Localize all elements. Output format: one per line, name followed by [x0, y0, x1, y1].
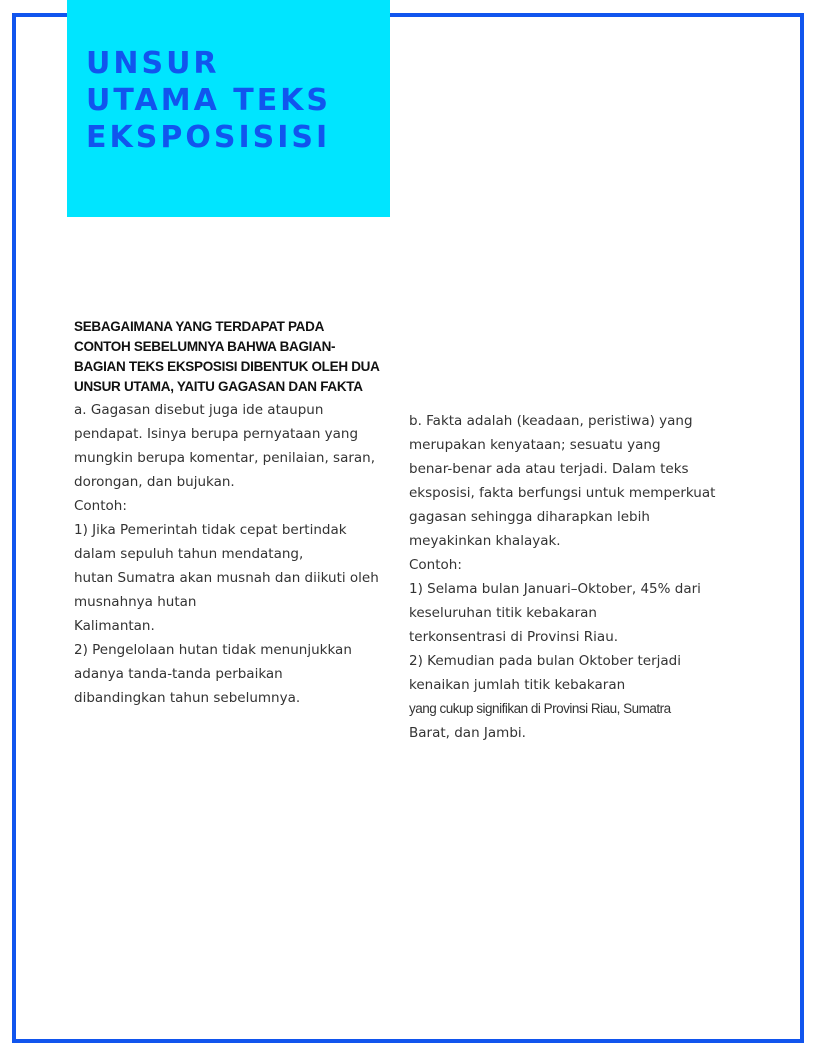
page-title [86, 45, 331, 156]
title-line: UNSUR [86, 46, 220, 81]
text-line: 1) Selama bulan Januari–Oktober, 45% dari [409, 581, 701, 597]
text-line: 1) Jika Pemerintah tidak cepat bertindak [74, 522, 347, 538]
text-line: Contoh: [74, 498, 127, 514]
text-line: benar-benar ada atau terjadi. Dalam teks [409, 461, 689, 477]
gagasan-column [74, 398, 384, 710]
text-line: dalam sepuluh tahun mendatang, [74, 546, 304, 562]
intro-line: SEBAGAIMANA YANG TERDAPAT PADA [74, 319, 325, 334]
text-line: eksposisi, fakta berfungsi untuk memperkuat [409, 485, 716, 501]
text-line: musnahnya hutan [74, 594, 197, 610]
text-line: Barat, dan Jambi. [409, 725, 526, 741]
intro-line: UNSUR UTAMA, YAITU GAGASAN DAN FAKTA [74, 379, 363, 394]
text-line: pendapat. Isinya berupa pernyataan yang [74, 426, 359, 442]
text-line: kenaikan jumlah titik kebakaran [409, 677, 626, 693]
text-line: a. Gagasan disebut juga ide ataupun [74, 402, 324, 418]
text-line: terkonsentrasi di Provinsi Riau. [409, 629, 619, 645]
intro-heading [74, 317, 384, 397]
text-line: meyakinkan khalayak. [409, 533, 561, 549]
text-line: mungkin berupa komentar, penilaian, saran, [74, 450, 376, 466]
text-line: dibandingkan tahun sebelumnya. [74, 690, 301, 706]
text-line: 2) Kemudian pada bulan Oktober terjadi [409, 653, 681, 669]
text-line: Contoh: [409, 557, 462, 573]
text-line: merupakan kenyataan; sesuatu yang [409, 437, 661, 453]
title-line: UTAMA TEKS [86, 83, 332, 118]
intro-line: BAGIAN TEKS EKSPOSISI DIBENTUK OLEH DUA [74, 359, 380, 374]
intro-line: CONTOH SEBELUMNYA BAHWA BAGIAN- [74, 339, 336, 354]
text-line: hutan Sumatra akan musnah dan diikuti oleh [74, 570, 379, 586]
text-line: dorongan, dan bujukan. [74, 474, 235, 490]
text-line: b. Fakta adalah (keadaan, peristiwa) yang [409, 413, 693, 429]
text-line: gagasan sehingga diharapkan lebih [409, 509, 650, 525]
text-line: 2) Pengelolaan hutan tidak menunjukkan [74, 642, 352, 658]
text-line: Kalimantan. [74, 618, 155, 634]
text-line: yang cukup signifikan di Provinsi Riau, Sumatra [409, 701, 671, 716]
fakta-column [409, 409, 739, 745]
title-line: EKSPOSISISI [86, 120, 331, 155]
text-line: adanya tanda-tanda perbaikan [74, 666, 283, 682]
text-line: keseluruhan titik kebakaran [409, 605, 597, 621]
